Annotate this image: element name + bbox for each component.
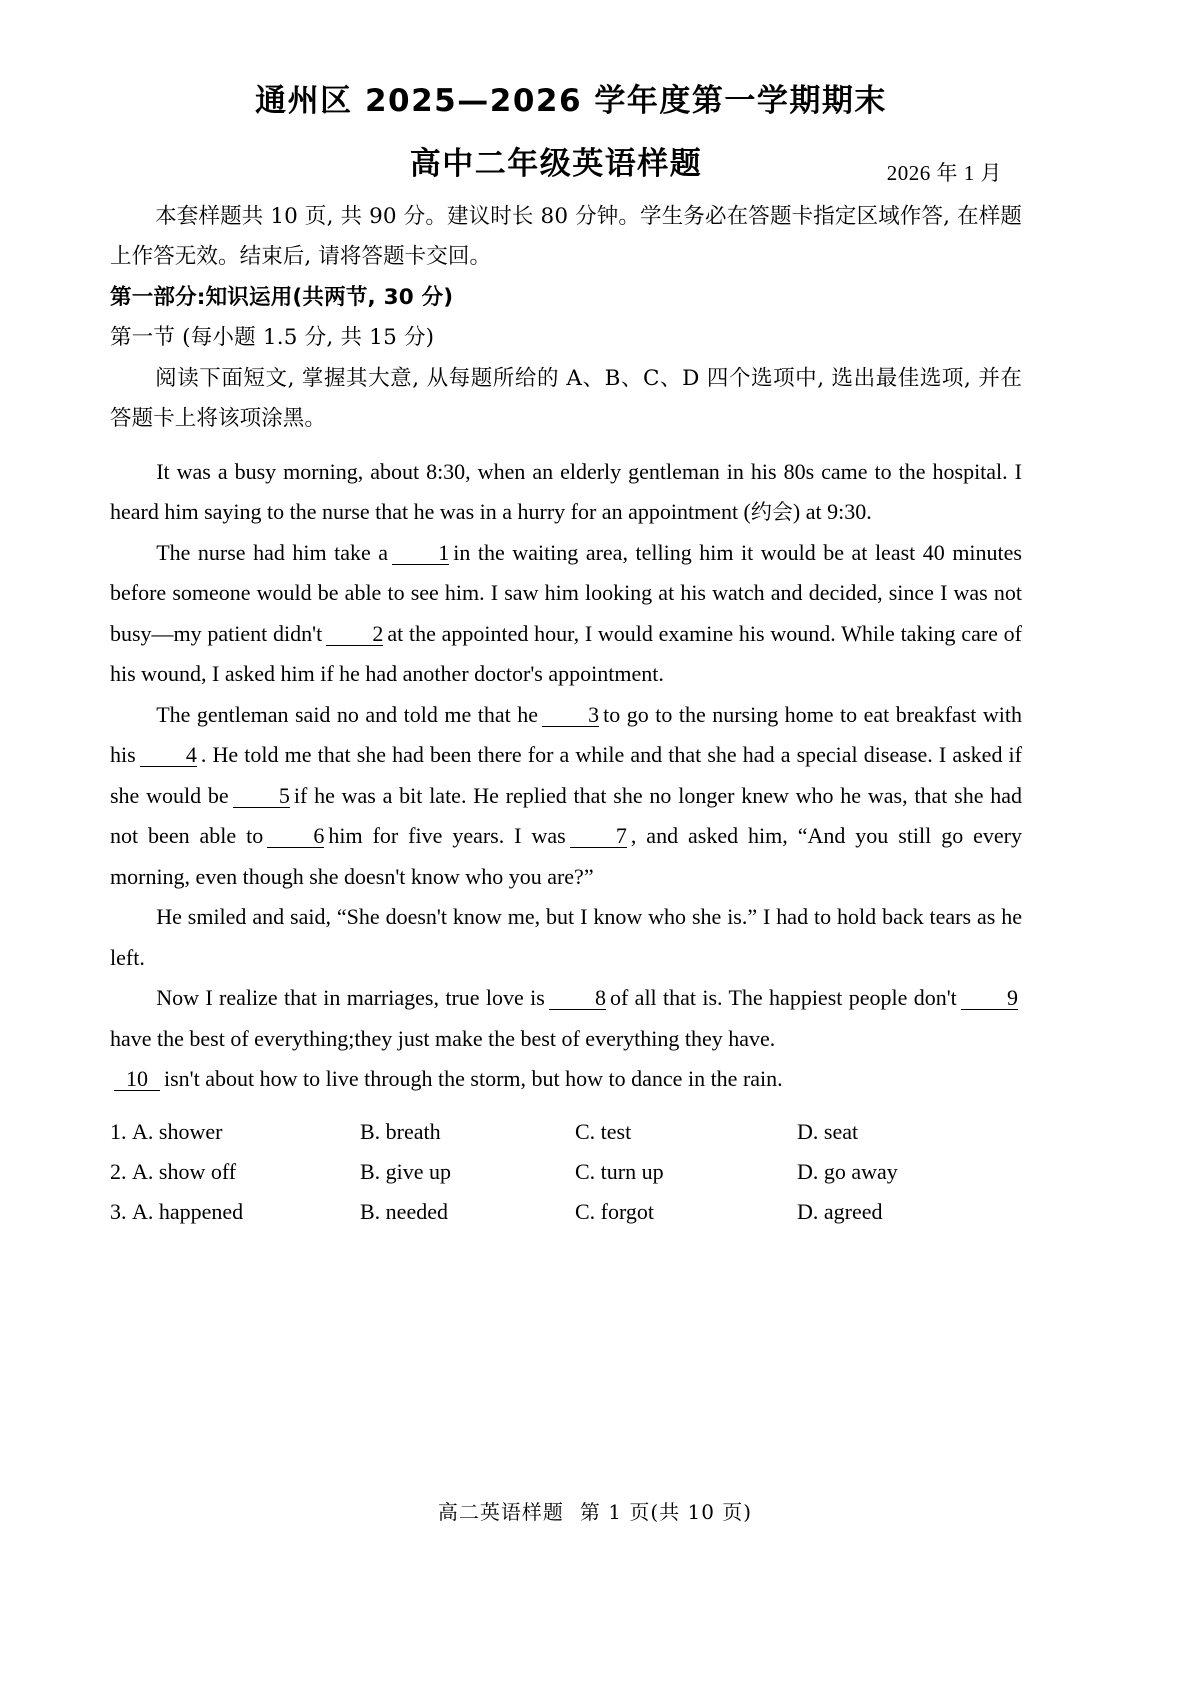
question-option-b[interactable]: B. give up <box>360 1158 452 1184</box>
blank-1: 1 <box>392 541 449 565</box>
exam-title-line2: 高中二年级英语样题 <box>409 145 703 182</box>
passage-text: Now I realize that in marriages, true love is <box>156 985 545 1010</box>
question-option-a[interactable] <box>110 1112 360 1152</box>
footer-page-number: 第 1 页(共 10 页) <box>579 1500 753 1524</box>
exam-date: 2026 年 1 月 <box>886 160 1002 185</box>
question-row-1 <box>110 1112 1022 1152</box>
question-number: 2. <box>110 1158 127 1184</box>
passage-text: The gentleman said no and told me that he <box>156 701 538 727</box>
question-option-c[interactable]: C. turn up <box>575 1158 664 1184</box>
gloss-text: 约会 <box>750 500 793 524</box>
question-option-d[interactable]: D. agreed <box>797 1198 883 1224</box>
question-row-3 <box>110 1192 1022 1232</box>
passage-text: The nurse had him take a <box>156 539 389 565</box>
title-row <box>110 143 1022 191</box>
passage-text: . He told me that she had been there for a while and that she had a special disease. I asked if she would be <box>110 742 1022 808</box>
question-option-d[interactable]: D. go away <box>797 1158 898 1184</box>
footer-subject: 高二英语样题 <box>437 1500 564 1524</box>
question-number: 3. <box>110 1198 127 1224</box>
passage-paragraph-2 <box>110 533 1022 695</box>
passage-text: to go to the nursing home to eat breakfast with his <box>110 701 1022 767</box>
section-one-heading: 第一节 (每小题 1.5 分, 共 15 分) <box>110 325 435 350</box>
exam-notice: 本套样题共 10 页, 共 90 分。建议时长 80 分钟。学生务必在答题卡指定区域作答, 在样题上作答无效。结束后, 请将答题卡交回。 <box>110 203 1022 269</box>
blank-10: 10 <box>114 1067 160 1091</box>
section-directions: 阅读下面短文, 掌握其大意, 从每题所给的 A、B、C、D 四个选项中, 选出最佳选项, 并在答题卡上将该项涂黑。 <box>110 365 1022 431</box>
question-option-b[interactable]: B. needed <box>360 1198 448 1224</box>
blank-5: 5 <box>233 784 290 808</box>
question-option-d[interactable]: D. seat <box>797 1118 859 1144</box>
passage-text: of all that is. The happiest people don't <box>610 985 957 1010</box>
passage-paragraph-5 <box>110 978 1022 1059</box>
question-option-c[interactable]: C. test <box>575 1118 632 1144</box>
part-one-heading: 第一部分:知识运用(共两节, 30 分) <box>110 284 454 310</box>
question-option-b[interactable]: B. breath <box>360 1118 441 1144</box>
passage-text: isn't about how to live through the storm, but how to dance in the rain. <box>164 1066 783 1091</box>
blank-9: 9 <box>961 986 1018 1010</box>
cloze-passage <box>110 452 1022 1100</box>
question-option-a[interactable] <box>110 1192 360 1232</box>
blank-8: 8 <box>549 986 606 1010</box>
passage-text: It was a busy morning, about 8:30, when an elderly gentleman in his 80s came to the hospital. I heard him saying to the nurse that he was in a hurry for an appointment ( <box>110 458 1022 524</box>
blank-7: 7 <box>570 824 627 848</box>
option-a-label: A. happened <box>132 1198 244 1224</box>
exam-title-line1: 通州区 2025—2026 学年度第一学期期末 <box>255 83 887 119</box>
blank-4: 4 <box>140 743 197 767</box>
passage-text: ) at 9:30. <box>792 499 872 524</box>
blank-6: 6 <box>267 824 324 848</box>
passage-text: him for five years. I was <box>328 823 566 848</box>
question-option-a[interactable] <box>110 1152 360 1192</box>
passage-paragraph-6 <box>110 1059 1022 1100</box>
question-option-c[interactable]: C. forgot <box>575 1198 655 1224</box>
blank-2: 2 <box>326 622 383 646</box>
option-a-label: A. show off <box>132 1158 237 1184</box>
question-options-list <box>110 1112 1022 1232</box>
passage-paragraph-3 <box>110 695 1022 898</box>
passage-text: have the best of everything;they just make the best of everything they have. <box>110 1025 776 1051</box>
question-row-2 <box>110 1152 1022 1192</box>
passage-text: in the waiting area, telling him it would be at least 40 minutes before someone would be able to see him. I saw him looking at his watch and decided, since I was not busy—my patient didn't <box>110 539 1022 646</box>
passage-paragraph-4: He smiled and said, “She doesn't know me, but I know who she is.” I had to hold back tears as he left. <box>110 904 1022 970</box>
passage-text: at the appointed hour, I would examine his wound. While taking care of his wound, I asked him if he had another doctor's appointment. <box>110 620 1022 686</box>
blank-3: 3 <box>542 703 599 727</box>
passage-text: , and asked him, “And you still go every morning, even though she doesn't know who you are?” <box>110 823 1022 889</box>
page-footer <box>0 1496 1190 1525</box>
page-content <box>110 78 1022 1232</box>
passage-paragraph-1 <box>110 452 1022 533</box>
question-number: 1. <box>110 1118 127 1144</box>
option-a-label: A. shower <box>132 1118 223 1144</box>
passage-text: if he was a bit late. He replied that she no longer knew who he was, that she had not been able to <box>110 782 1023 848</box>
